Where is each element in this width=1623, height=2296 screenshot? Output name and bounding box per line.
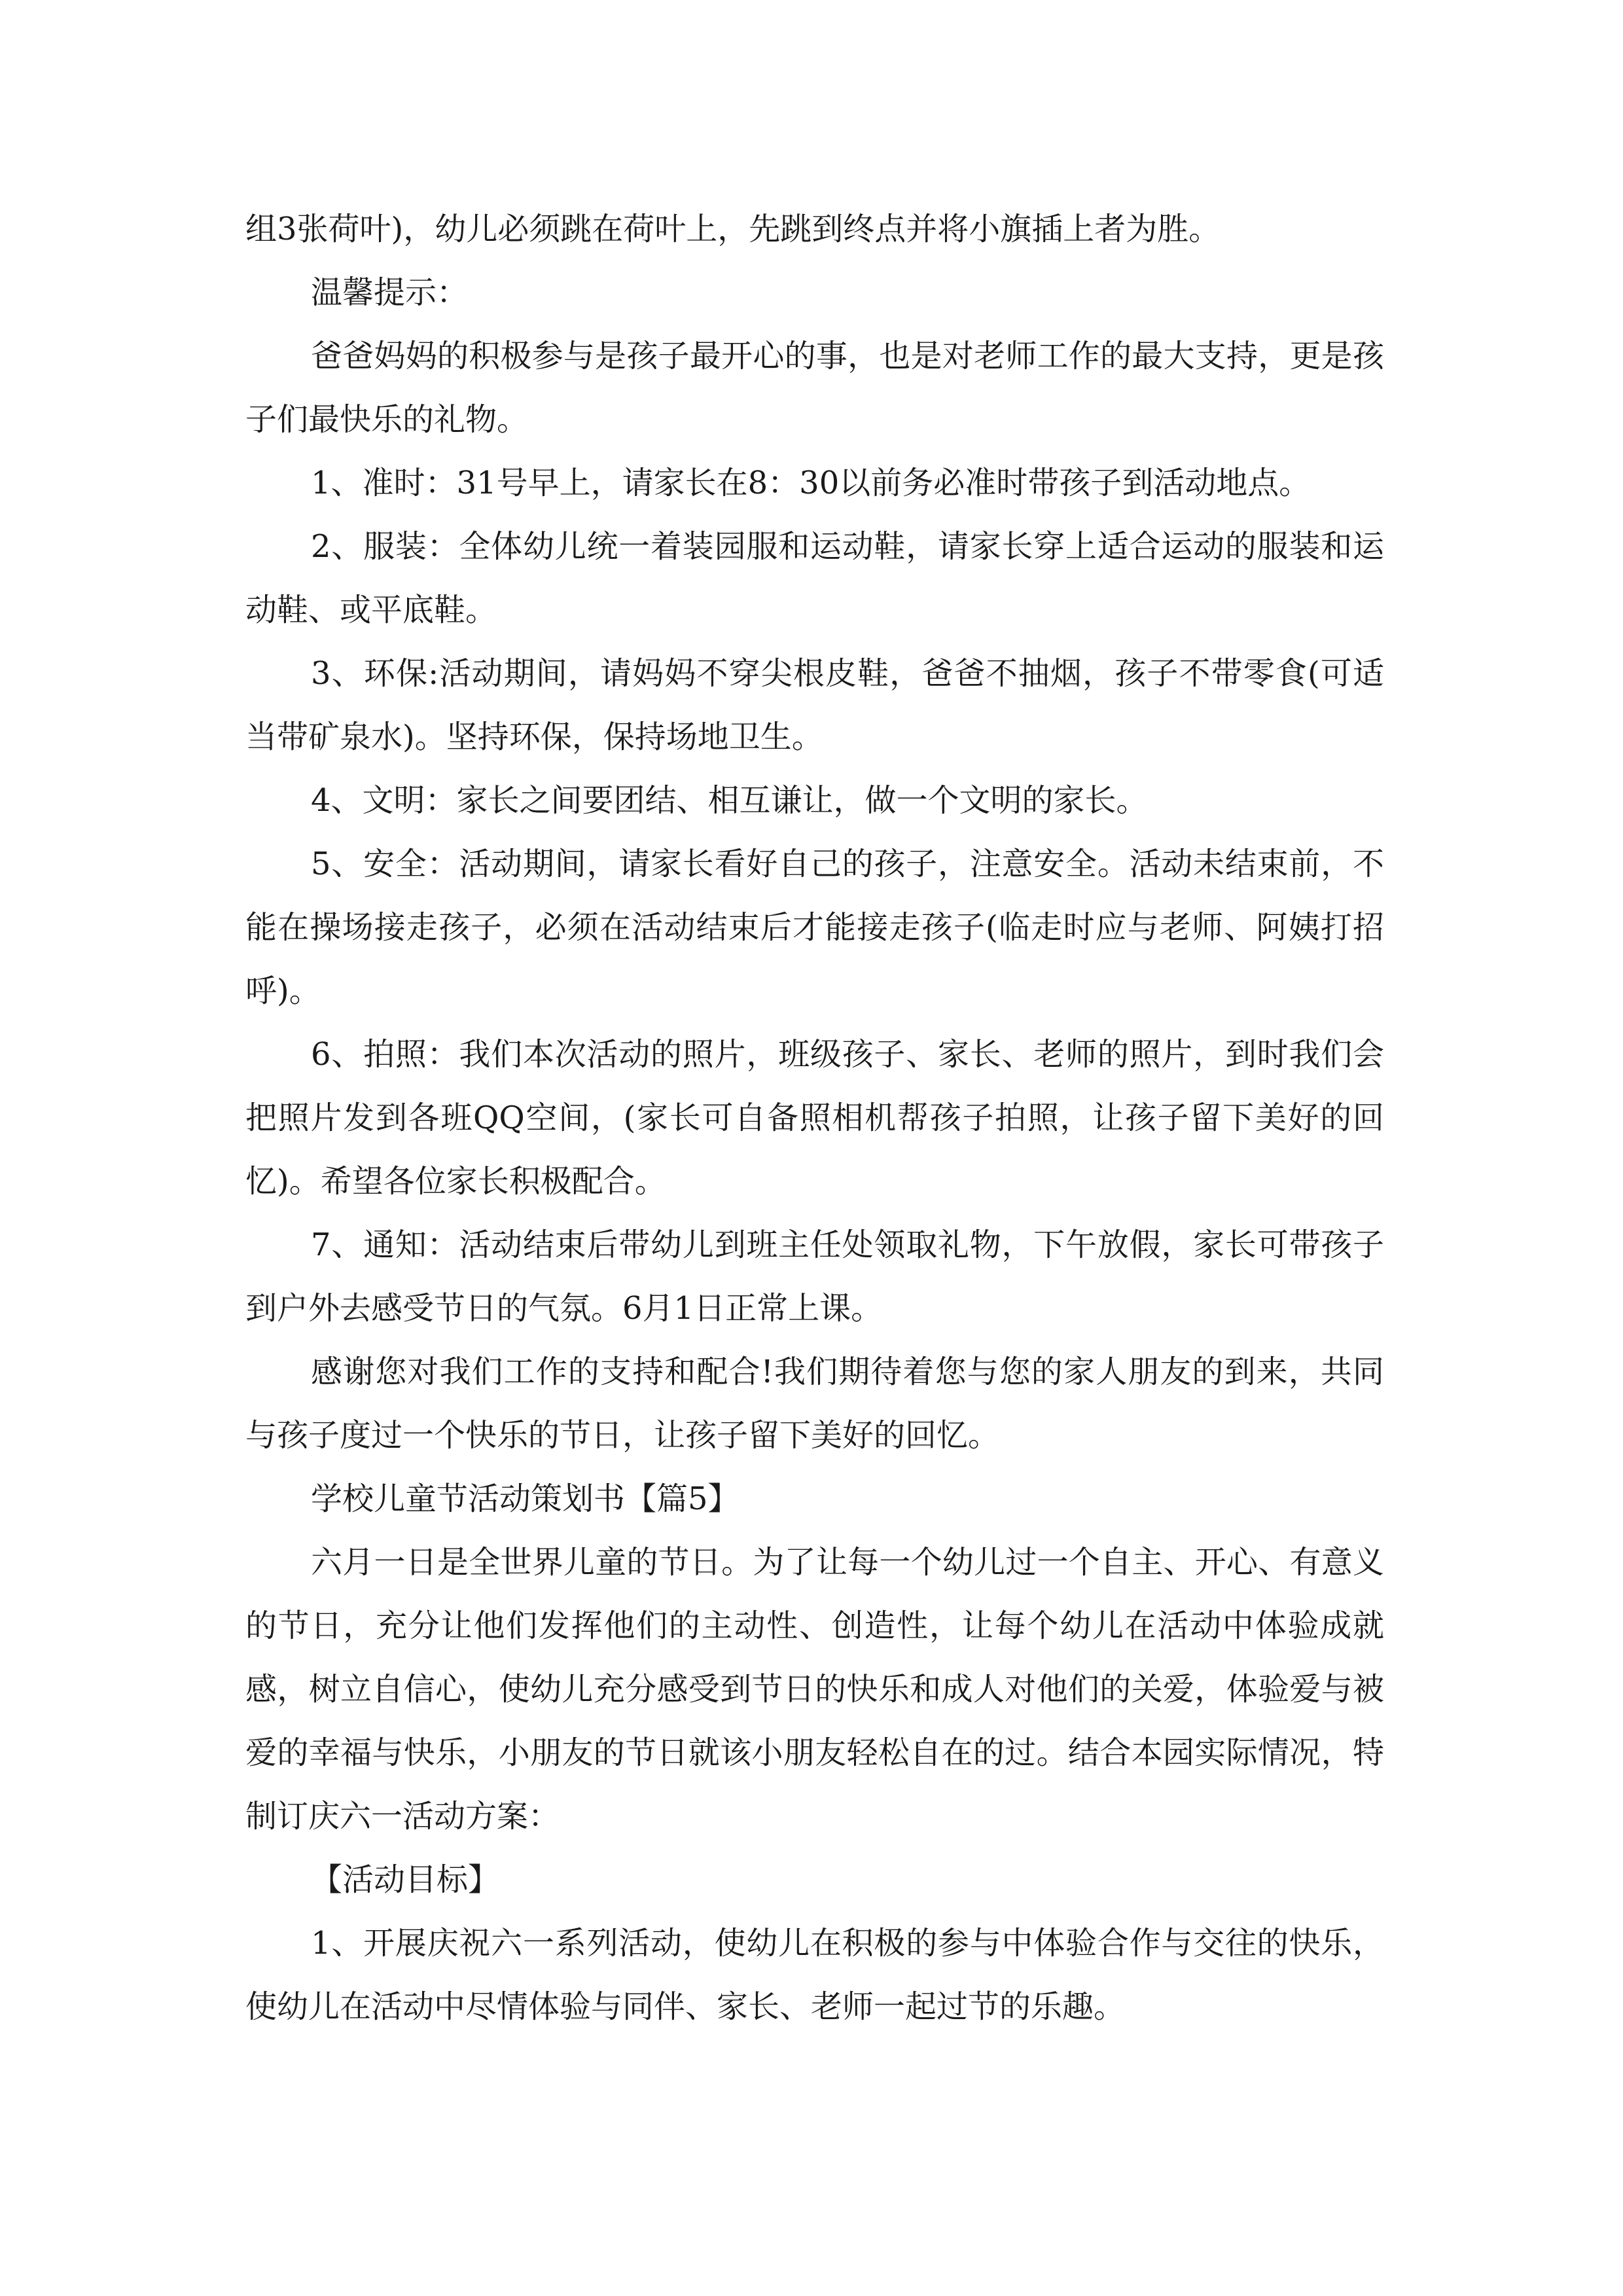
paragraph: 4、文明：家长之间要团结、相互谦让，做一个文明的家长。 bbox=[311, 782, 1148, 819]
paragraph: 1、开展庆祝六一系列活动，使幼儿在积极的参与中体验合作与交往的快乐，使幼儿在活动中尽情体验与同伴、家长、老师一起过节的乐趣。 bbox=[245, 1925, 1384, 2025]
paragraph: 温馨提示： bbox=[311, 274, 469, 311]
paragraph: 组3张荷叶)，幼儿必须跳在荷叶上，先跳到终点并将小旗插上者为胜。 bbox=[245, 211, 1221, 247]
paragraph: 感谢您对我们工作的支持和配合!我们期待着您与您的家人朋友的到来，共同与孩子度过一个快乐的节日，让孩子留下美好的回忆。 bbox=[245, 1354, 1384, 1454]
paragraph: 爸爸妈妈的积极参与是孩子最开心的事，也是对老师工作的最大支持，更是孩子们最快乐的礼物。 bbox=[245, 338, 1384, 438]
section-heading: 学校儿童节活动策划书【篇5】 bbox=[311, 1480, 740, 1517]
paragraph: 六月一日是全世界儿童的节日。为了让每一个幼儿过一个自主、开心、有意义的节日，充分让他们发挥他们的主动性、创造性，让每个幼儿在活动中体验成就感，树立自信心，使幼儿充分感受到节日的快乐和成人对他们的关爱，体验爱与被爱的幸福与快乐，小朋友的节日就该小朋友轻松自在的过。结合本园实际情况，特制订庆六一活动方案： bbox=[245, 1544, 1384, 1835]
paragraph: 7、通知：活动结束后带幼儿到班主任处领取礼物，下午放假，家长可带孩子到户外去感受节日的气氛。6月1日正常上课。 bbox=[245, 1227, 1384, 1327]
paragraph: 6、拍照：我们本次活动的照片，班级孩子、家长、老师的照片，到时我们会把照片发到各班QQ空间，(家长可自备照相机帮孩子拍照，让孩子留下美好的回忆)。希望各位家长积极配合。 bbox=[245, 1036, 1384, 1200]
paragraph: 2、服装：全体幼儿统一着装园服和运动鞋，请家长穿上适合运动的服装和运动鞋、或平底鞋。 bbox=[245, 528, 1384, 628]
paragraph: 1、准时：31号早上，请家长在8：30以前务必准时带孩子到活动地点。 bbox=[311, 465, 1311, 501]
document-body bbox=[245, 198, 1384, 2039]
paragraph: 5、安全：活动期间，请家长看好自己的孩子，注意安全。活动未结束前，不能在操场接走孩子，必须在活动结束后才能接走孩子(临走时应与老师、阿姨打招呼)。 bbox=[245, 846, 1384, 1009]
paragraph: 3、环保:活动期间，请妈妈不穿尖根皮鞋，爸爸不抽烟，孩子不带零食(可适当带矿泉水)。坚持环保，保持场地卫生。 bbox=[245, 655, 1384, 755]
subsection-heading: 【活动目标】 bbox=[311, 1861, 500, 1898]
